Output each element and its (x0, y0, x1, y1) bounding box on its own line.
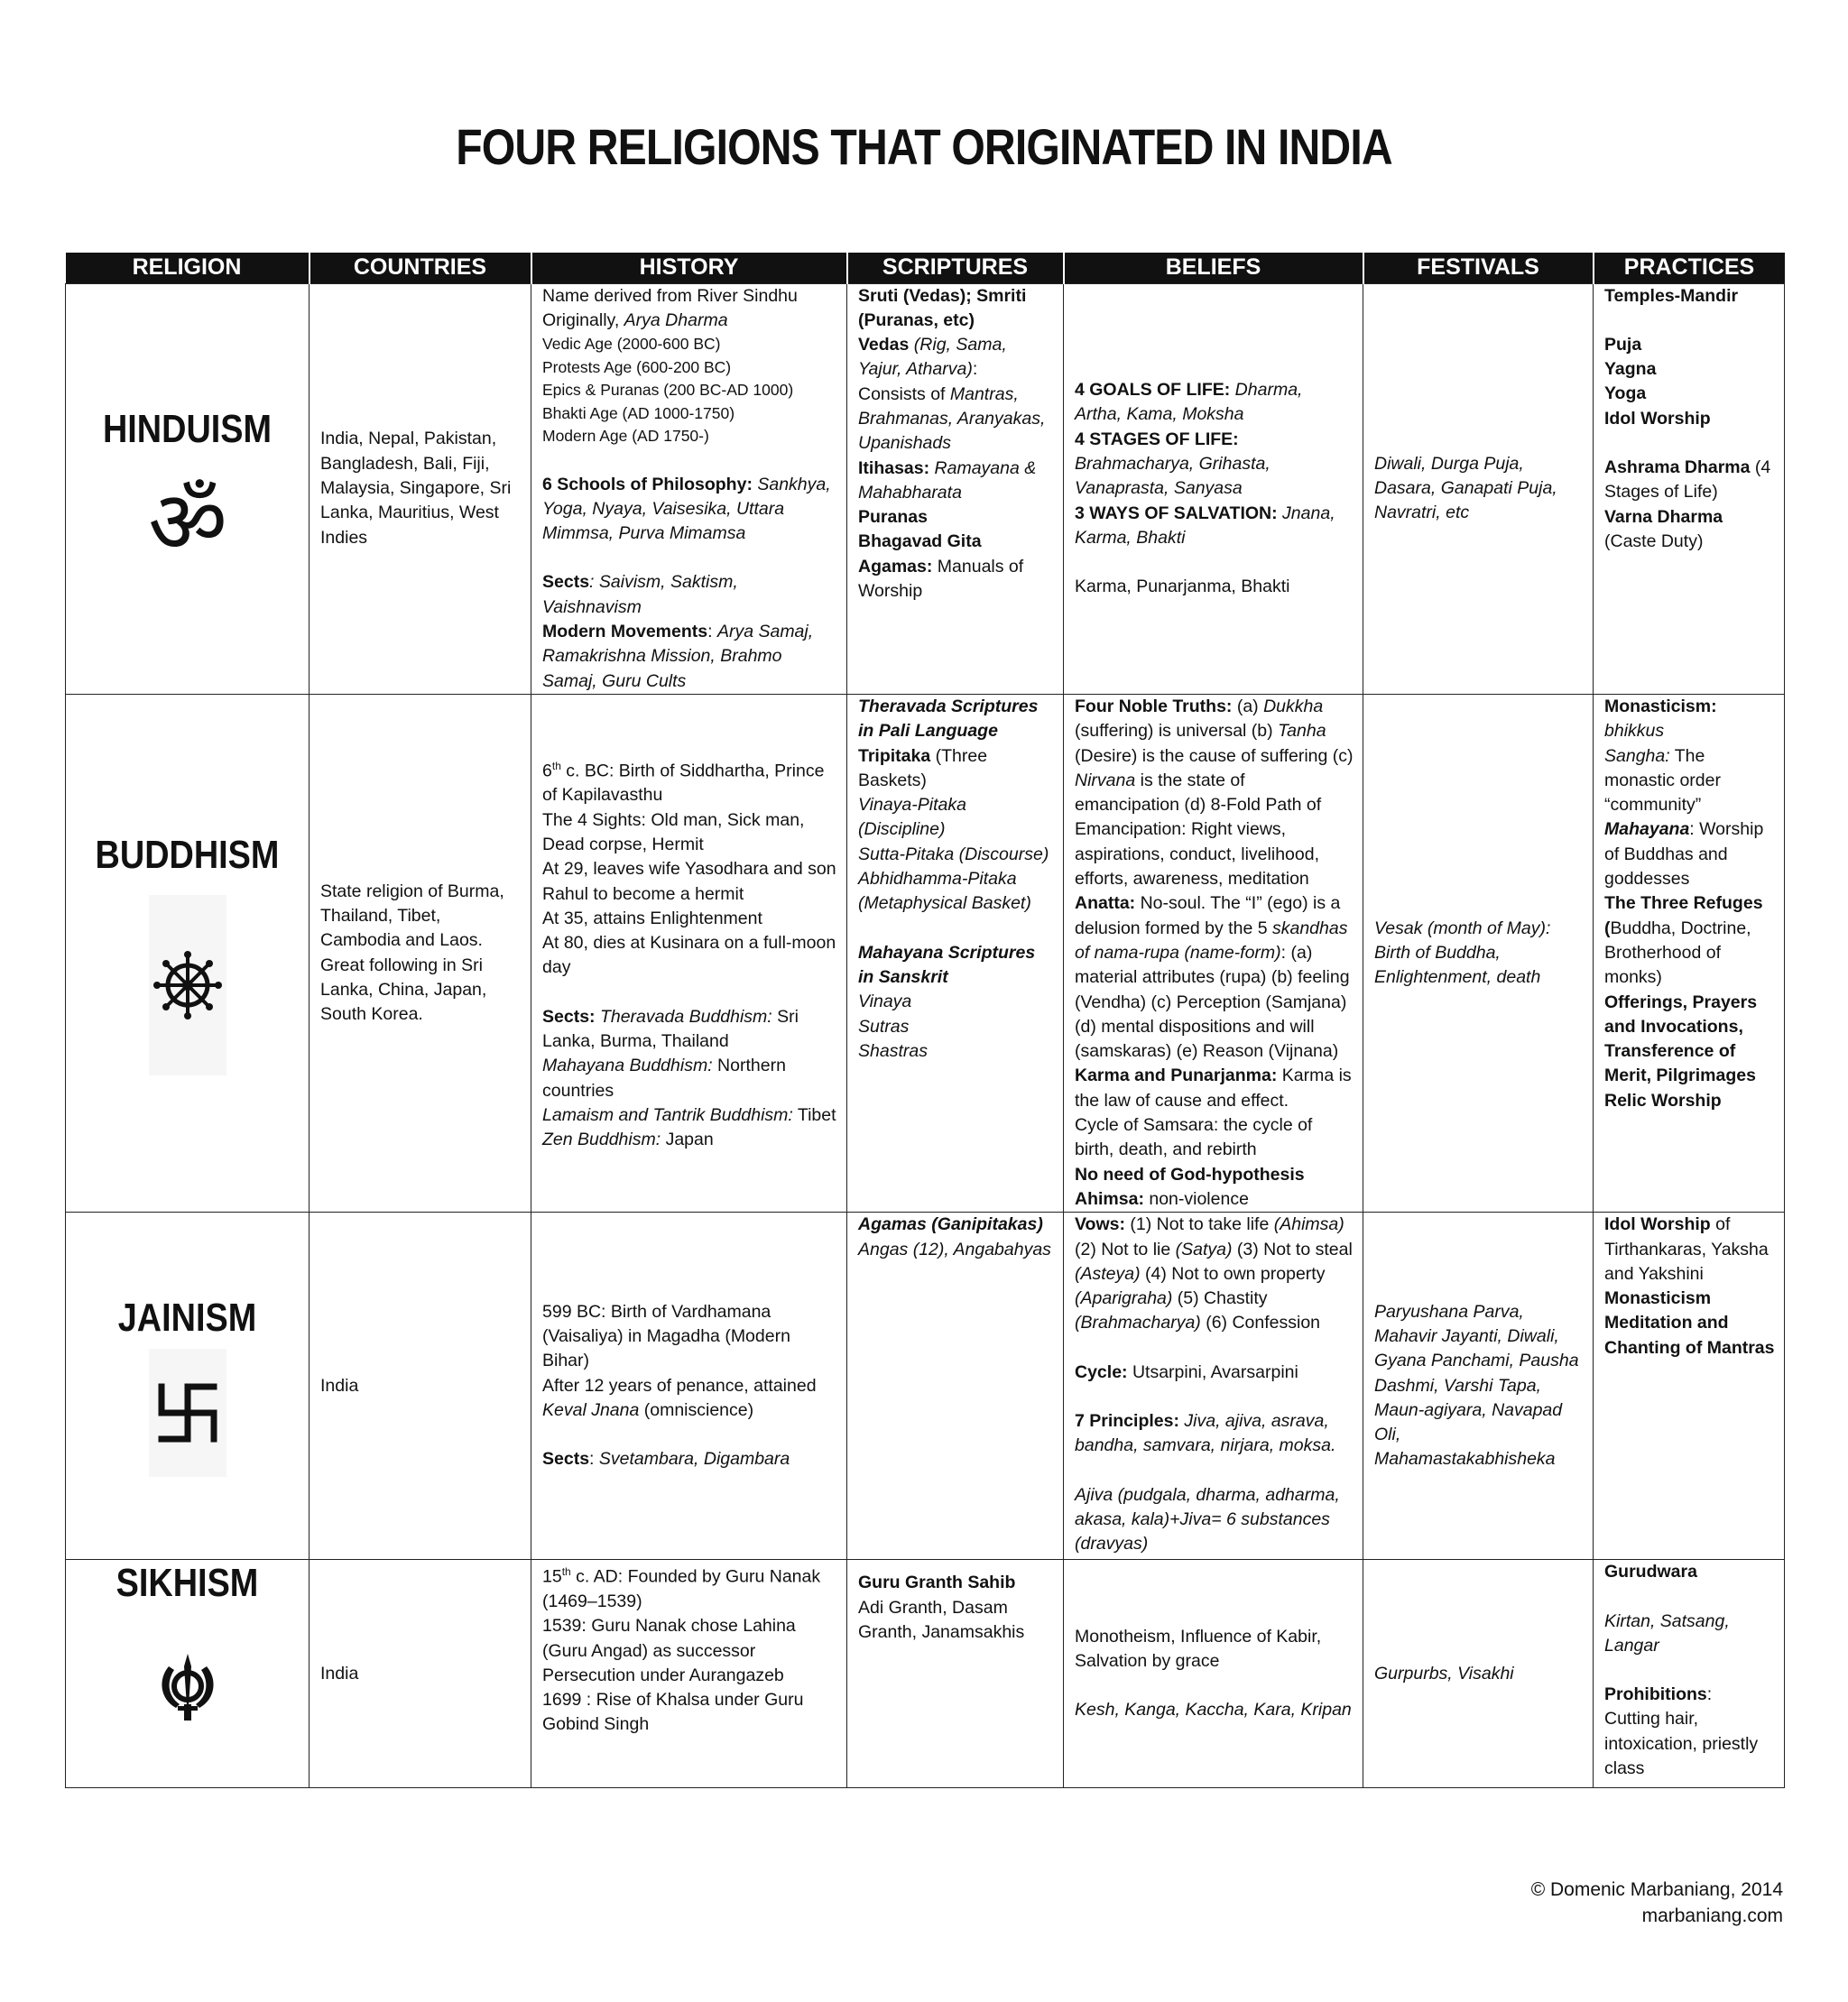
scripture-line: Mahayana Scriptures in Sanskrit (858, 942, 1036, 987)
festivals-cell (1363, 283, 1594, 694)
dharma-wheel-icon (153, 951, 222, 1019)
text: After 12 years of penance, attained (542, 1375, 817, 1396)
scripture-line: Abhidhamma-Pitaka (Metaphysical Basket) (858, 869, 1031, 914)
text: : (1706, 1684, 1713, 1705)
text: Dharma, Artha, Kama, Moksha (1075, 380, 1303, 425)
countries-cell (310, 694, 531, 1212)
practice-line: Idol Worship (1604, 408, 1711, 429)
text: Modern Movements (542, 622, 708, 642)
text: (4 Stages of Life) (1604, 457, 1771, 503)
history-line: Name derived from River Sindhu (542, 285, 798, 306)
practice-line (1604, 1683, 1775, 1707)
text: (suffering) is universal (b) (1075, 721, 1279, 742)
scriptures-cell (847, 283, 1064, 694)
countries-text: India, Nepal, Pakistan, Bangladesh, Bali, Fiji, Malaysia, Singapore, Sri Lanka, Mauritius, West Indies (320, 429, 512, 548)
table-row-sikhism (66, 1560, 1785, 1788)
text: Vows: (1075, 1214, 1125, 1235)
scripture-line: Sutta-Pitaka (Discourse) (858, 844, 1049, 864)
scriptures-cell (847, 694, 1064, 1212)
belief-ajiva: Ajiva (pudgala, dharma, adharma, akasa, kala)+Jiva= 6 substances (dravyas) (1075, 1484, 1340, 1555)
text: 3 WAYS OF SALVATION: (1075, 503, 1278, 523)
practice-line: Yagna (1604, 359, 1657, 380)
scripture-line: Sutras (858, 1016, 910, 1037)
history-line: At 80, dies at Kusinara on a full-moon day (542, 933, 836, 978)
history-sects (542, 1005, 837, 1055)
beliefs-cell (1064, 694, 1363, 1212)
countries-cell (310, 283, 531, 694)
history-line (542, 1054, 837, 1103)
history-line: The 4 Sights: Old man, Sick man, Dead corpse, Hermit (542, 809, 805, 854)
practice-line: Gurudwara (1604, 1562, 1697, 1582)
text: The monastic order “community” (1604, 745, 1721, 816)
history-age: Modern Age (AD 1750-) (542, 427, 709, 446)
text: (Aparigraha) (1075, 1288, 1173, 1309)
text: No-soul. The “I” (ego) is a delusion formed by the 5 (1075, 893, 1341, 938)
belief-noble-truths (1075, 695, 1354, 891)
beliefs-cell (1064, 283, 1363, 694)
history-line: At 35, attains Enlightenment (542, 908, 762, 928)
history-age: Bhakti Age (AD 1000-1750) (542, 403, 735, 422)
text: Sangha: (1604, 745, 1670, 766)
page-title: FOUR RELIGIONS THAT ORIGINATED IN INDIA (456, 118, 1392, 175)
practice-line: bhikkus (1604, 721, 1665, 742)
text: Lamaism and Tantrik Buddhism: (542, 1104, 793, 1125)
belief-line: Monotheism, Influence of Kabir, Salvation by grace (1075, 1626, 1322, 1672)
text: Jiva, ajiva, asrava, bandha, samvara, nirjara, moksa. (1075, 1410, 1336, 1456)
belief-line (1075, 502, 1354, 551)
text: ( (1604, 918, 1611, 938)
header-religion: RELIGION (66, 253, 310, 283)
belief-line (1075, 1187, 1354, 1212)
history-line (542, 309, 837, 333)
festivals-text: Vesak (month of May): Birth of Buddha, Enlightenment, death (1374, 918, 1551, 988)
text: Tanha (1278, 721, 1326, 742)
text: Tibet (792, 1104, 836, 1125)
text: th (551, 759, 561, 772)
text: c. AD: Founded by Guru Nanak (1469–1539) (542, 1566, 821, 1611)
practice-line (1604, 456, 1775, 505)
religions-table (65, 253, 1785, 1788)
copyright-text: © Domenic Marbaniang, 2014 (1530, 1879, 1783, 1900)
belief-line: Brahmacharya, Grihasta, Vanaprasta, Sanyasa (1075, 453, 1270, 499)
practices-cell (1594, 1213, 1785, 1560)
practice-line: (Caste Duty) (1604, 530, 1704, 551)
practice-line: Puja (1604, 334, 1642, 355)
practice-line: The Three Refuges (1604, 893, 1763, 914)
religion-cell-jainism (66, 1213, 310, 1560)
text: 15 (542, 1566, 562, 1587)
practice-line: Cutting hair, intoxication, priestly class (1604, 1709, 1759, 1778)
text: (Three Baskets) (858, 745, 988, 790)
text: skandhas of nama-rupa (name-form) (1075, 918, 1348, 963)
footer (1531, 1877, 1783, 1929)
header-beliefs: BELIEFS (1064, 253, 1363, 283)
practice-line: Monasticism (1604, 1288, 1712, 1309)
practice-line (1604, 817, 1775, 891)
religion-name: HINDUISM (102, 406, 273, 451)
history-line (542, 754, 837, 808)
text: Karma and Punarjanma: (1075, 1066, 1278, 1086)
text: : (707, 622, 717, 642)
text: Manuals of Worship (858, 556, 1024, 602)
belief-line: Karma, Punarjanma, Bhakti (1075, 577, 1290, 597)
text: Arya Samaj, Ramakrishna Mission, Brahmo Samaj, Guru Cults (542, 622, 814, 691)
practices-cell (1594, 694, 1785, 1212)
text: Ramayana & Mahabharata (858, 457, 1037, 503)
text: Cycle: (1075, 1361, 1128, 1382)
text: (Asteya) (1075, 1263, 1141, 1284)
practice-line (1604, 917, 1775, 991)
text: Sects: (542, 1006, 596, 1027)
table-row-hinduism (66, 283, 1785, 694)
beliefs-cell (1064, 1560, 1363, 1788)
khanda-icon (156, 1652, 219, 1724)
text: : (a) material attributes (rupa) (b) feeling (Vendha) (c) Perception (Samjana) (d) mental dispositions and will (samskaras) (e) Reason (Vijnana) (1075, 942, 1350, 1062)
scripture-line: Adi Granth, Dasam Granth, Janamsakhis (858, 1597, 1025, 1642)
belief-principles (1075, 1409, 1354, 1459)
practice-line: Varna Dharma (1604, 506, 1723, 527)
scripture-line: Agamas (Ganipitakas) (858, 1214, 1043, 1235)
text: : Worship of Buddhas and goddesses (1604, 819, 1764, 890)
text: is the state of emancipation (d) 8-Fold Path of Emancipation: Right views, aspirations, conduct, livelihood, efforts, awareness, meditation (1075, 770, 1322, 890)
swastika-icon (156, 1381, 219, 1444)
table-row-jainism (66, 1213, 1785, 1560)
text: Sects (542, 1449, 590, 1470)
text: c. BC: Birth of Siddhartha, Prince of Kapilavasthu (542, 761, 825, 806)
text: Ashrama Dharma (1604, 457, 1751, 477)
scriptures-cell (847, 1560, 1064, 1788)
text: Northern countries (542, 1056, 786, 1101)
history-cell (531, 283, 847, 694)
om-icon (143, 473, 233, 572)
header-festivals: FESTIVALS (1363, 253, 1594, 283)
text: Arya Dharma (624, 309, 728, 330)
text: Jnana, Karma, Bhakti (1075, 503, 1335, 548)
text: (Rig, Sama, Yajur, Atharva) (858, 335, 1007, 380)
beliefs-cell (1064, 1213, 1363, 1560)
scripture-line (858, 383, 1054, 457)
text: (a) (1232, 696, 1264, 716)
table-row-buddhism (66, 694, 1785, 1212)
belief-line: 4 STAGES OF LIFE: (1075, 429, 1239, 449)
history-cell (531, 1560, 847, 1788)
text: Svetambara, Digambara (598, 1449, 790, 1470)
scripture-line: Vinaya-Pitaka (Discipline) (858, 795, 966, 840)
svg-text:ॐ: ॐ (147, 472, 227, 572)
text: Karma is the law of cause and effect. (1075, 1066, 1352, 1111)
text: Sects (542, 572, 590, 593)
history-line (542, 1374, 837, 1424)
belief-vows (1075, 1213, 1354, 1335)
text: (5) Chastity (1172, 1288, 1268, 1309)
scripture-line: Angas (12), Angabahyas (858, 1239, 1051, 1259)
history-age: Protests Age (600-200 BC) (542, 357, 732, 376)
scripture-line (858, 555, 1054, 604)
header-scriptures: SCRIPTURES (847, 253, 1064, 283)
text: Originally, (542, 309, 624, 330)
text: Utsarpini, Avarsarpini (1127, 1361, 1298, 1382)
belief-line: Cycle of Samsara: the cycle of birth, death, and rebirth (1075, 1115, 1313, 1160)
scripture-line (858, 744, 1054, 794)
festivals-cell (1363, 694, 1594, 1212)
website-text: marbaniang.com (1641, 1905, 1783, 1926)
history-movements (542, 620, 837, 694)
history-line: 1699 : Rise of Khalsa under Guru Gobind Singh (542, 1690, 804, 1735)
practice-line: Temples-Mandir (1604, 285, 1739, 306)
history-age: Epics & Puranas (200 BC-AD 1000) (542, 381, 794, 400)
scripture-line: Theravada Scriptures in Pali Language (858, 696, 1039, 742)
text: 6 (542, 761, 552, 781)
practices-cell (1594, 283, 1785, 694)
countries-text: India (320, 1663, 359, 1684)
text: th (561, 1565, 571, 1579)
text: Buddha, Doctrine, Brotherhood of monks) (1604, 918, 1751, 988)
scriptures-cell (847, 1213, 1064, 1560)
religion-cell-hinduism (66, 283, 310, 694)
text: : (589, 1449, 599, 1470)
text: Mahayana Buddhism: (542, 1056, 713, 1076)
history-line: 1539: Guru Nanak chose Lahina (Guru Angad) as successor (542, 1616, 796, 1661)
text: Tripitaka (858, 745, 931, 766)
countries-text: State religion of Burma, Thailand, Tibet, Cambodia and Laos. Great following in Sri Lanka, China, Japan, South Korea. (320, 881, 504, 1025)
text: 4 GOALS OF LIFE: (1075, 380, 1231, 401)
belief-line (1075, 378, 1354, 428)
belief-line: Kesh, Kanga, Kaccha, Kara, Kripan (1075, 1700, 1352, 1721)
history-cell (531, 694, 847, 1212)
text: Four Noble Truths: (1075, 696, 1233, 716)
scripture-line: Bhagavad Gita (858, 531, 982, 552)
history-line: Persecution under Aurangazeb (542, 1665, 784, 1685)
belief-cycle (1075, 1361, 1354, 1385)
text: Itihasas: (858, 457, 930, 478)
festivals-text: Diwali, Durga Puja, Dasara, Ganapati Puja, Navratri, etc (1374, 453, 1557, 523)
scripture-line: Shastras (858, 1040, 928, 1061)
history-line (542, 1128, 837, 1152)
text: 6 Schools of Philosophy: (542, 474, 753, 494)
festivals-text: Paryushana Parva, Mahavir Jayanti, Diwali, Gyana Panchami, Pausha Dashmi, Varshi Tapa, Maun-agiyara, Navapad Oli, Mahamastakabhisheka (1374, 1301, 1579, 1470)
practice-line: Meditation and Chanting of Mantras (1604, 1313, 1775, 1358)
practice-line: Offerings, Prayers and Invocations, Transference of Merit, Pilgrimages (1604, 992, 1758, 1086)
scripture-line: Sruti (Vedas); Smriti (Puranas, etc) (858, 285, 1027, 330)
text: Agamas: (858, 556, 933, 577)
text: Dukkha (1263, 696, 1324, 716)
scripture-line (858, 457, 1054, 506)
text: (Satya) (1175, 1239, 1233, 1259)
text: Anatta: (1075, 893, 1136, 914)
scripture-line: Vinaya (858, 992, 912, 1012)
text: of Tirthankaras, Yaksha and Yakshini (1604, 1214, 1769, 1284)
practice-line: Yoga (1604, 383, 1647, 404)
text: Vedas (858, 335, 910, 355)
belief-anatta (1075, 891, 1354, 1064)
festivals-cell (1363, 1560, 1594, 1788)
text: (3) Not to steal (1232, 1239, 1353, 1259)
belief-karma (1075, 1064, 1354, 1113)
text: (Brahmacharya) (1075, 1313, 1201, 1333)
text: : Saivism, Saktism, Vaishnavism (542, 572, 738, 617)
text: (6) Confession (1200, 1313, 1321, 1333)
religion-name: SIKHISM (116, 1561, 259, 1606)
religion-cell-sikhism (66, 1560, 310, 1788)
scripture-line: Puranas (858, 507, 928, 528)
header-practices: PRACTICES (1594, 253, 1785, 283)
text: : (972, 359, 978, 380)
text: Prohibitions (1604, 1684, 1707, 1705)
religion-name: JAINISM (117, 1296, 257, 1341)
countries-cell (310, 1560, 531, 1788)
scripture-line: Guru Granth Sahib (858, 1573, 1016, 1593)
practice-line (1604, 744, 1775, 818)
text: Mahayana (1604, 819, 1690, 840)
practice-line (1604, 1213, 1775, 1287)
text: Theravada Buddhism: (595, 1006, 772, 1027)
history-sects (542, 1447, 837, 1472)
countries-text: India (320, 1375, 359, 1396)
text: (4) Not to own property (1140, 1263, 1326, 1284)
scripture-line (858, 333, 1054, 383)
header-countries: COUNTRIES (310, 253, 531, 283)
belief-line: No need of God-hypothesis (1075, 1164, 1305, 1185)
religion-cell-buddhism (66, 694, 310, 1212)
text: Nirvana (1075, 770, 1136, 790)
practice-line: Monasticism: (1604, 696, 1717, 716)
text: 7 Principles: (1075, 1410, 1179, 1431)
header-row (66, 253, 1785, 283)
history-philosophy (542, 473, 837, 547)
history-line (542, 1103, 837, 1128)
history-cell (531, 1213, 847, 1560)
text: non-violence (1143, 1188, 1249, 1209)
text: (2) Not to lie (1075, 1239, 1176, 1259)
text: Keval Jnana (542, 1400, 640, 1420)
history-line (542, 1560, 837, 1614)
text: Consists of (858, 383, 950, 404)
festivals-text: Gurpurbs, Visakhi (1374, 1663, 1514, 1684)
religion-name: BUDDHISM (95, 832, 280, 877)
text: Mantras, Brahmanas, Aranyakas, Upanishads (858, 383, 1046, 454)
festivals-cell (1363, 1213, 1594, 1560)
practice-line: Relic Worship (1604, 1090, 1722, 1111)
text: (1) Not to take life (1124, 1214, 1274, 1235)
history-sects (542, 570, 837, 620)
text: Sri Lanka, Burma, Thailand (542, 1006, 799, 1052)
text: Japan (661, 1130, 714, 1150)
text: (Ahimsa) (1273, 1214, 1344, 1235)
text: Zen Buddhism: (542, 1130, 661, 1150)
countries-cell (310, 1213, 531, 1560)
history-line: 599 BC: Birth of Vardhamana (Vaisaliya) in Magadha (Modern Bihar) (542, 1301, 790, 1371)
text: Idol Worship (1604, 1214, 1711, 1235)
text: (omniscience) (639, 1400, 754, 1420)
practices-cell (1594, 1560, 1785, 1788)
header-history: HISTORY (531, 253, 847, 283)
text: Ahimsa: (1075, 1188, 1144, 1209)
practice-line: Kirtan, Satsang, Langar (1604, 1610, 1730, 1656)
text: (Desire) is the cause of suffering (c) (1075, 745, 1354, 766)
text: Sankhya, Yoga, Nyaya, Vaisesika, Uttara Mimmsa, Purva Mimamsa (542, 474, 831, 544)
history-age: Vedic Age (2000-600 BC) (542, 335, 721, 354)
history-line: At 29, leaves wife Yasodhara and son Rahul to become a hermit (542, 859, 836, 904)
symbol-box (149, 1349, 226, 1477)
symbol-box (149, 895, 226, 1075)
